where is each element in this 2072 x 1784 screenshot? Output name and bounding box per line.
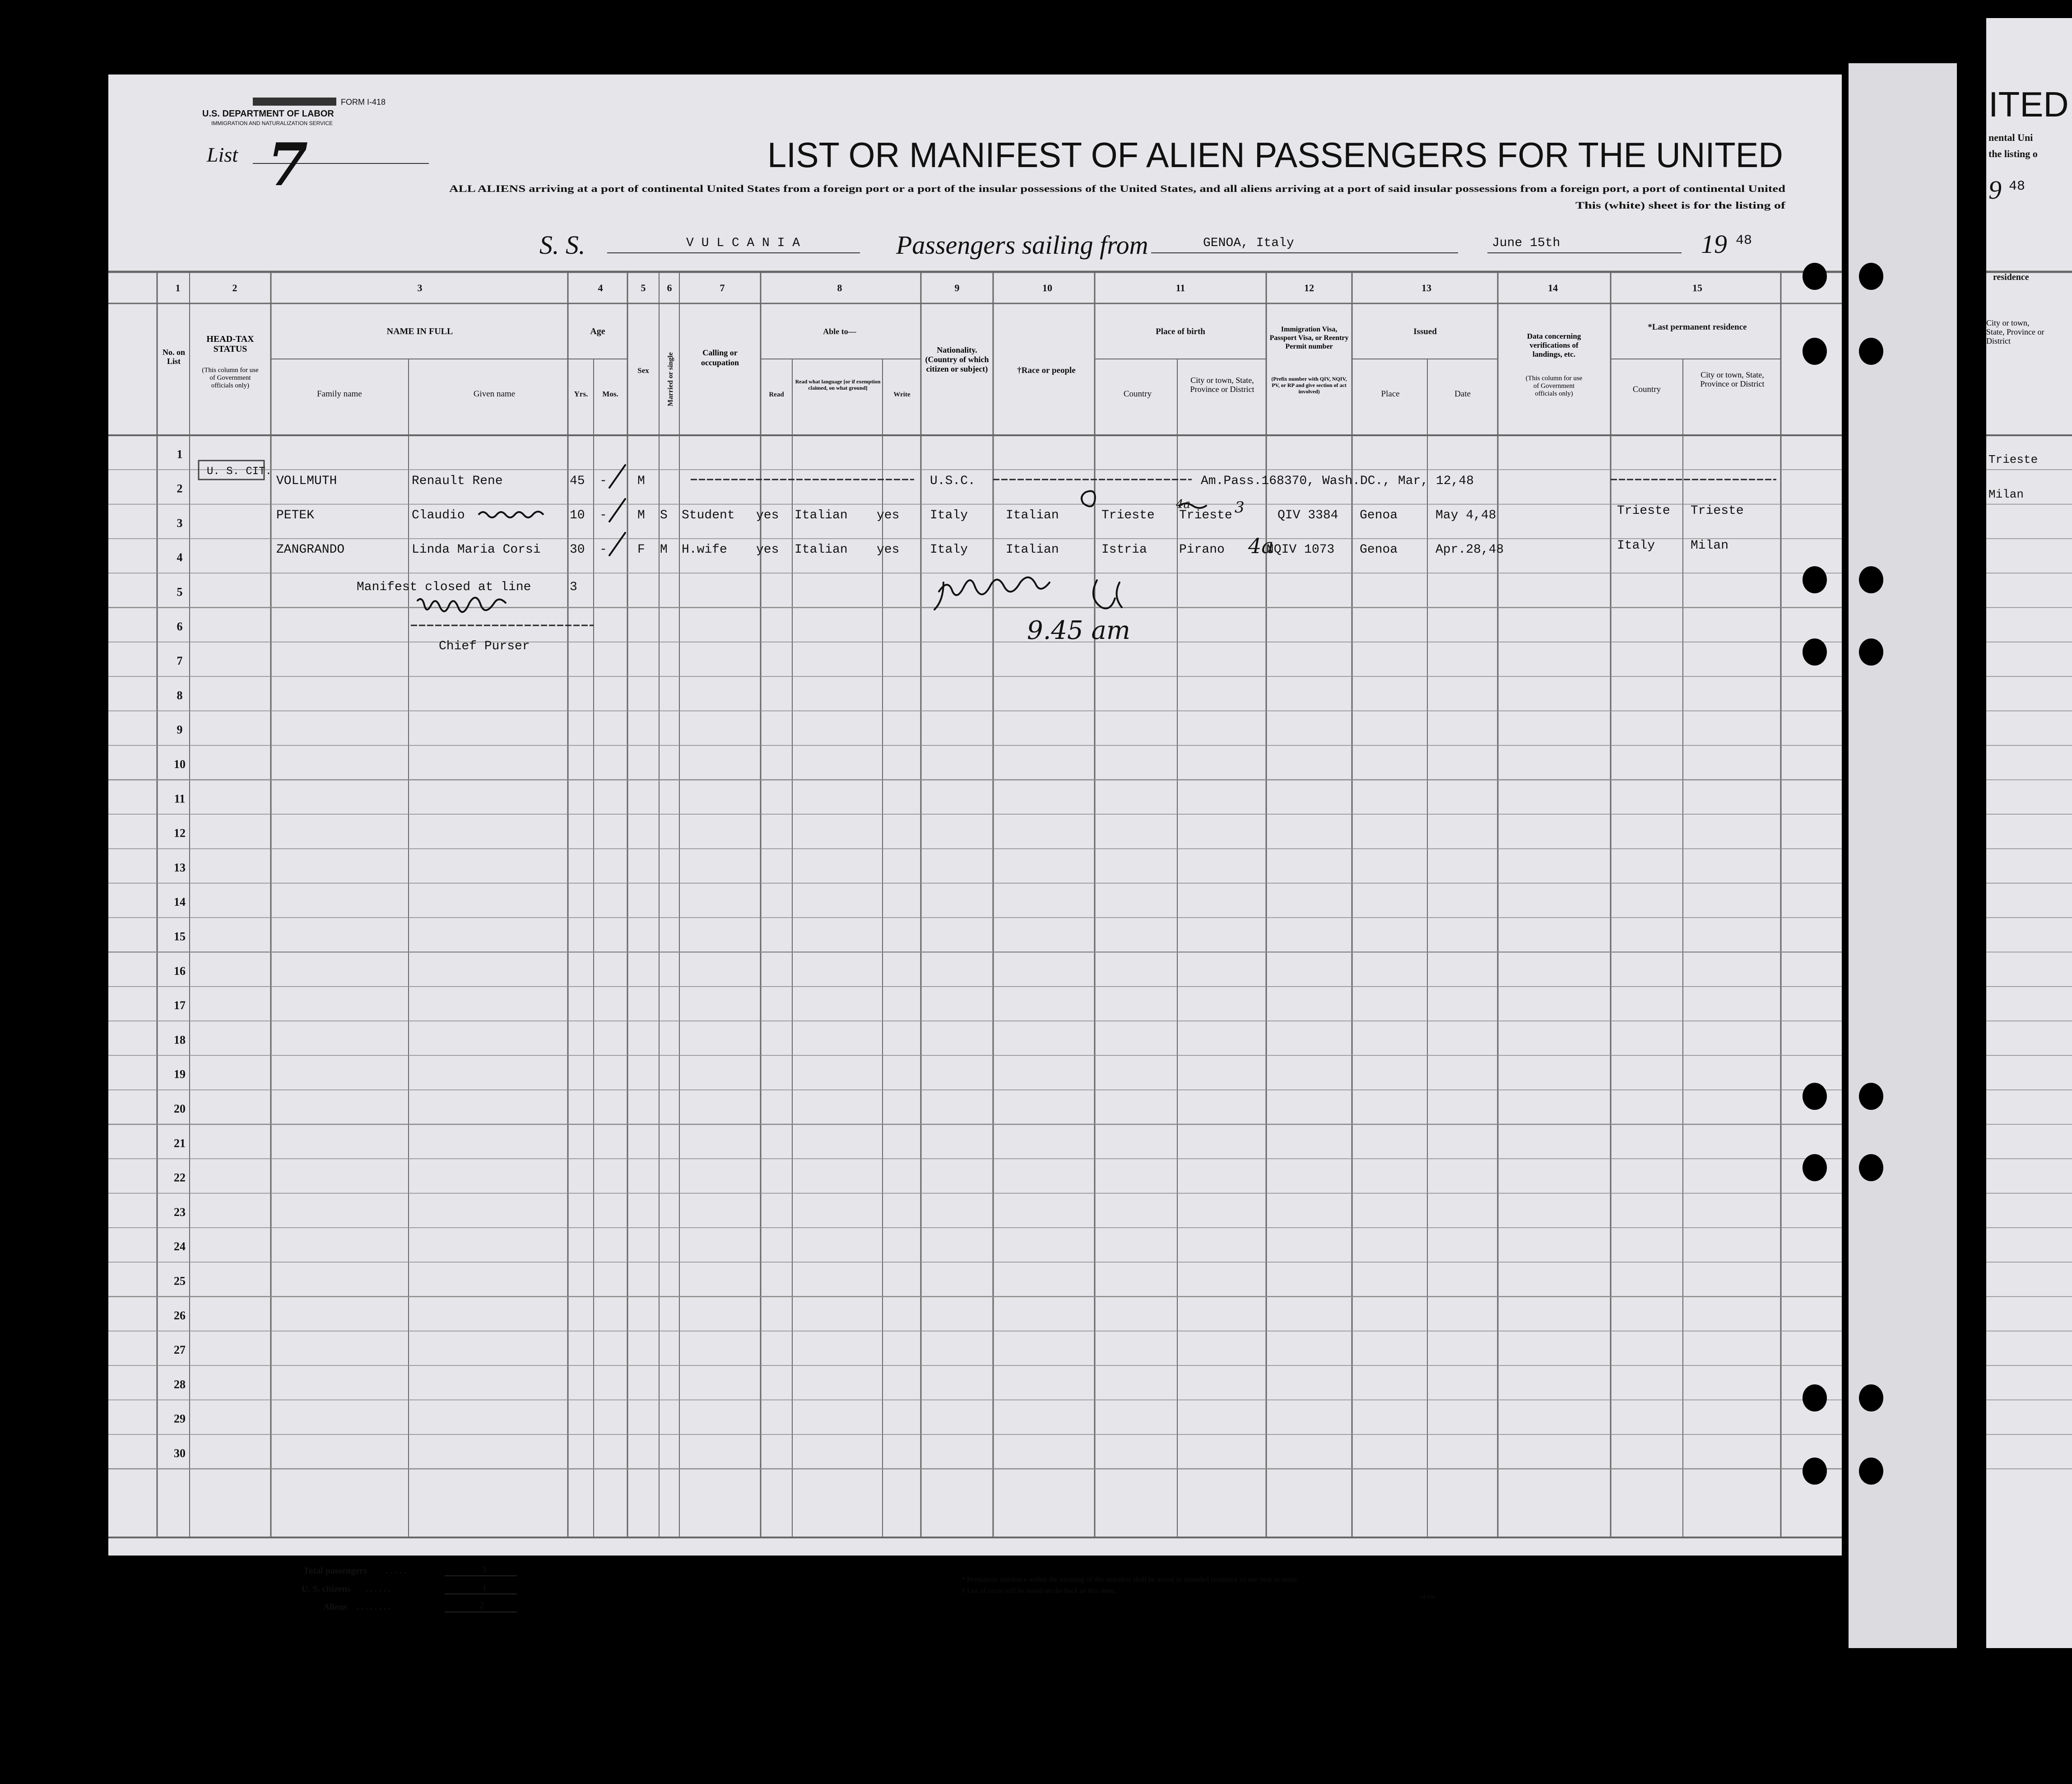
data-concerning-heading: Data concerning verifications of landings, etc. [1527,332,1581,359]
handwritten-4a: 4a [1248,534,1274,558]
name-in-full-heading: NAME IN FULL [386,326,453,336]
row-number: 11 [174,792,186,806]
manifest-page [108,75,1842,1556]
row-number: 12 [174,826,186,840]
marital-status: M [660,543,668,557]
birth-country: Istria [1101,543,1147,557]
column-number: 4 [598,282,603,293]
form-code: 14-430 [1420,1593,1435,1600]
service-label: IMMIGRATION AND NATURALIZATION SERVICE [211,120,333,126]
can-write: yes [877,508,900,522]
punch-hole [1803,638,1827,666]
residence-country: Italy [1617,539,1655,553]
row-number: 27 [174,1343,186,1357]
adjacent-residence-heading: residence [1993,272,2029,282]
last-residence-heading: *Last permanent residence [1648,322,1747,332]
column-number: 14 [1548,282,1558,293]
column-number: 11 [1175,282,1185,293]
column-number: 2 [232,282,237,293]
write-heading: Write [893,391,911,398]
nationality: Italy [930,508,968,522]
sex-heading: Sex [637,366,649,375]
punch-hole [1803,566,1827,593]
ship-name: V U L C A N I A [686,236,800,250]
family-name-heading: Family name [317,389,362,399]
punch-hole [1859,1154,1883,1181]
inspector-time: 9.45 am [1027,616,1130,645]
punch-hole [1803,1154,1827,1181]
adjacent-page-edge [1986,18,2072,1648]
read-language: Italian [794,508,848,522]
row-number: 7 [177,654,183,668]
year-prefix: 19 [1701,229,1727,259]
manifest-closed-note: Manifest closed at line [357,580,531,594]
nationality-heading: Nationality. (Country of which citizen or subject) [925,345,989,373]
nationality: Italy [930,543,968,557]
passport-reference: Am.Pass.168370, Wash.DC., Mar, 12,48 [1201,474,1474,488]
age-months: - [599,508,607,522]
instruction-line-2: This (white) sheet is for the listing of [1575,200,1786,211]
aliens-dots: . . . . . . . . [357,1602,390,1612]
race-heading: †Race or people [1017,366,1076,375]
row-number: 23 [174,1205,186,1219]
calling: H.wife [682,543,727,557]
punch-hole [1859,1458,1883,1485]
row-number: 6 [177,620,183,633]
can-read: yes [756,508,779,522]
issued-date: Apr.28,48 [1436,543,1504,557]
age-years: 10 [570,508,585,522]
issued-place-heading: Place [1381,389,1400,399]
row-number: 4 [177,551,183,564]
row-number: 22 [174,1171,186,1184]
manifest-closed-line: 3 [570,580,577,594]
adjacent-title-fragment: ITED [1988,84,2069,124]
punch-hole [1803,1458,1827,1485]
read-language-heading: Read what language [or if exemption claimed, on what ground] [795,378,881,391]
row-number: 3 [177,516,183,530]
birth-country: Trieste [1101,508,1155,522]
nationality: U.S.C. [930,474,976,488]
headtax-note: (This column for use of Government officials only) [202,367,259,389]
age-months: - [599,474,607,488]
visa-heading: Immigration Visa, Passport Visa, or Reentry Permit number [1269,326,1349,350]
handwritten-4a: 4a [1176,498,1191,511]
punch-hole [1859,566,1883,593]
adjacent-text-fragment: nental Uni [1988,132,2033,143]
punch-hole [1859,1083,1883,1110]
race: Italian [1006,508,1059,522]
row-number: 20 [174,1102,186,1115]
row-number: 18 [174,1033,186,1047]
marital-status: S [660,508,668,522]
family-name: PETEK [276,508,315,522]
row-number: 8 [177,689,183,702]
sex: M [637,508,645,522]
given-name: Renault Rene [412,474,503,488]
birth-city: Pirano [1179,543,1225,557]
issued-place: Genoa [1360,508,1398,522]
birth-city: Trieste [1179,508,1232,522]
adjacent-year: 9 [1988,175,2002,205]
row-number: 13 [174,861,186,874]
sex: F [637,543,645,557]
column-number: 6 [667,282,672,293]
footnote-permanent-residence: * Permanent residence within the meaning of this manifest shall be actual or intended residence of one year or more. [962,1576,1299,1584]
punch-hole [1859,1384,1883,1411]
family-name: VOLLMUTH [276,474,337,488]
column-number: 12 [1304,282,1314,293]
list-number: 7 [267,130,308,199]
aliens-value: 2 [479,1601,484,1611]
form-number: FORM I-418 [341,98,386,107]
calling: Student [682,508,735,522]
row-number: 17 [174,999,186,1012]
mos-heading: Mos. [602,390,618,398]
residence-country-heading: Country [1632,385,1661,394]
row-number: 26 [174,1309,186,1322]
given-name: Claudio [412,508,465,522]
sex: M [637,474,645,488]
departure-port: GENOA, Italy [1203,236,1294,250]
calling-heading: Calling or occupation [701,348,739,367]
row-number: 24 [174,1240,186,1253]
department-label: U.S. DEPARTMENT OF LABOR [202,109,334,119]
given-name: Linda Maria Corsi [412,543,541,557]
punch-hole [1803,1384,1827,1411]
column-number: 3 [417,282,423,293]
row-number: 28 [174,1378,186,1391]
column-number: 15 [1692,282,1702,293]
residence-city-heading: City or town, State, Province or District [1700,370,1765,388]
row-number: 16 [174,964,186,978]
sailing-label: Passengers sailing from [896,230,1148,260]
departure-date: June 15th [1492,236,1561,250]
age-years: 30 [570,543,585,557]
age-months: - [599,543,607,557]
headtax-status: U. S. CIT. [207,466,272,478]
column-number: 10 [1042,282,1052,293]
race: Italian [1006,543,1059,557]
row-number: 29 [174,1412,186,1425]
column-number: 13 [1422,282,1431,293]
list-label: List [207,143,238,166]
adjacent-page-strip [1849,63,1957,1648]
total-passengers-label: Total passengers [303,1566,367,1576]
footnote-race-list: † List of races will be found on the back of this sheet. [962,1587,1117,1595]
ss-label: S. S. [539,230,585,260]
row-number: 15 [174,930,186,943]
row-number: 30 [174,1447,186,1460]
birth-country-heading: Country [1123,389,1152,399]
visa-number: NQIV 1073 [1266,543,1335,557]
row-number: 19 [174,1067,186,1081]
punch-hole [1859,338,1883,365]
visa-number: QIV 3384 [1278,508,1338,522]
yrs-heading: Yrs. [574,390,588,398]
row-number: 25 [174,1274,186,1288]
adjacent-row-value: Milan [1988,488,2024,501]
total-passengers-dots: . . . . . [386,1566,406,1576]
punch-hole [1803,1083,1827,1110]
place-of-birth-heading: Place of birth [1156,327,1205,336]
instruction-line-1: ALL ALIENS arriving at a port of continental United States from a foreign port or a port of the insular possessions of the United States, and all aliens arriving at a port of said insular possessions from a foreign port, a port of continental United [449,183,1785,194]
adjacent-row-value: Trieste [1988,453,2038,466]
issued-place: Genoa [1360,543,1398,557]
adjacent-text-fragment: the listing o [1988,148,2038,159]
manifest-title: LIST OR MANIFEST OF ALIEN PASSENGERS FOR THE UNITED [767,135,1783,175]
can-write: yes [877,543,900,557]
age-years: 45 [570,474,585,488]
purser-title: Chief Purser [439,639,530,653]
us-citizens-label: U. S. citizens [302,1584,351,1594]
column-number: 7 [720,282,725,293]
able-to-heading: Able to— [823,327,856,336]
issued-date-heading: Date [1454,389,1471,399]
row-number: 9 [177,723,183,736]
punch-hole [1859,638,1883,666]
issued-heading: Issued [1413,327,1437,336]
column-number: 1 [175,282,181,293]
handwritten-3: 3 [1235,498,1245,517]
family-name: ZANGRANDO [276,543,345,557]
aliens-label: Aliens [323,1602,348,1612]
row-number: 10 [174,758,186,771]
read-heading: Read [769,391,784,398]
year-suffix: 48 [1736,233,1752,248]
us-citizens-value: 1 [482,1583,487,1593]
punch-hole [1859,263,1883,290]
residence-country: Trieste [1617,504,1670,518]
row-number: 5 [177,585,183,599]
row-number: 1 [177,447,183,461]
punch-hole [1803,263,1827,290]
column-number: 5 [641,282,646,293]
headtax-heading: HEAD-TAX STATUS [206,334,254,354]
row-number: 21 [174,1137,186,1150]
punch-hole [1803,338,1827,365]
visa-note: (Prefix number with QIV, NQIV, PV, or RP and give section of act involved) [1271,376,1347,395]
issued-date: May 4,48 [1436,508,1496,522]
residence-city: Milan [1691,539,1729,553]
no-on-list-heading: No. on List [162,348,185,366]
given-name-heading: Given name [473,389,516,399]
married-heading: Married or single [667,352,674,406]
residence-city: Trieste [1691,504,1744,518]
birth-city-heading: City or town, State, Province or District [1190,376,1254,394]
data-concerning-note: (This column for use of Government officials only) [1525,375,1583,397]
row-number: 14 [174,895,186,909]
read-language: Italian [794,543,848,557]
age-heading: Age [590,326,605,336]
adjacent-city-heading: City or town, State, Province or District [1986,318,2044,345]
us-citizens-dots: . . . . . . [366,1584,390,1594]
total-passengers-value: 3 [482,1565,487,1574]
adjacent-year-suffix: 48 [2009,179,2026,194]
can-read: yes [756,543,779,557]
column-number: 9 [954,282,960,293]
row-number: 2 [177,482,183,495]
column-number: 8 [837,282,842,293]
